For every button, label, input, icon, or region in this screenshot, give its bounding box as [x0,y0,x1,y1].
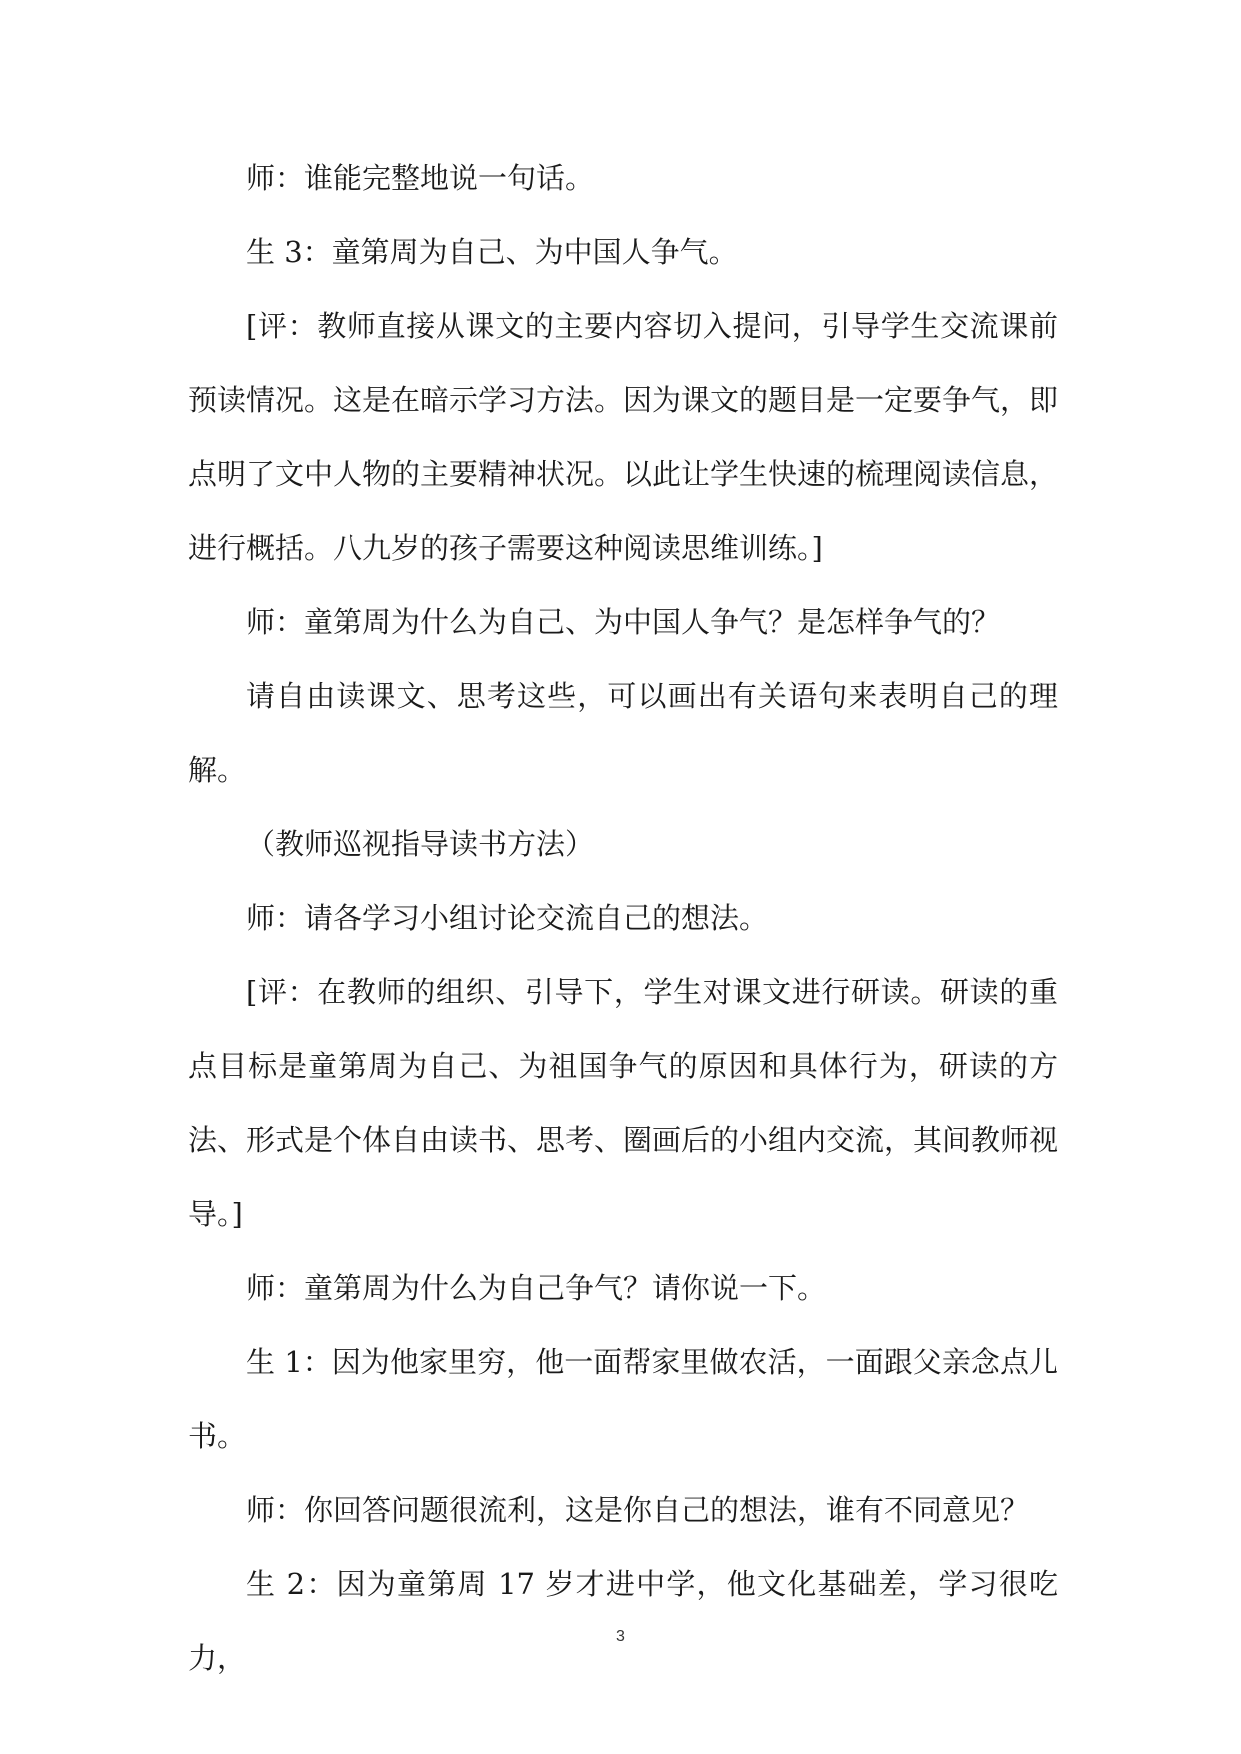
paragraph-teacher-note: （教师巡视指导读书方法） [246,827,595,861]
document-body [188,141,1058,1695]
paragraph-student-3-answer: 生 3：童第周为自己、为中国人争气。 [246,235,738,269]
paragraph-teacher-question-1: 师：谁能完整地说一句话。 [246,161,595,195]
paragraph-teacher-group-discussion: 师：请各学习小组讨论交流自己的想法。 [246,901,769,935]
paragraph-student-1-answer: 生 1：因为他家里穷，他一面帮家里做农活，一面跟父亲念点儿书。 [188,1345,1058,1453]
paragraph-teacher-question-2: 师：童第周为什么为自己、为中国人争气？是怎样争气的？ [246,605,1001,639]
paragraph-teacher-question-3: 师：童第周为什么为自己争气？请你说一下。 [246,1271,827,1305]
paragraph-student-2-answer: 生 2：因为童第周 17 岁才进中学，他文化基础差，学习很吃力， [188,1567,1058,1675]
page-number: 3 [616,1628,625,1645]
paragraph-comment-2: [评：在教师的组织、引导下，学生对课文进行研读。研读的重点目标是童第周为自己、为祖国争气的原因和具体行为，研读的方法、形式是个体自由读书、思考、圈画后的小组内交流，其间教师视导。] [188,975,1059,1231]
paragraph-teacher-response: 师：你回答问题很流利，这是你自己的想法，谁有不同意见？ [246,1493,1030,1527]
paragraph-reading-instruction: 请自由读课文、思考这些，可以画出有关语句来表明自己的理解。 [188,679,1058,787]
paragraph-comment-1: [评：教师直接从课文的主要内容切入提问，引导学生交流课前预读情况。这是在暗示学习方法。因为课文的题目是一定要争气，即点明了文中人物的主要精神状况。以此让学生快速的梳理阅读信息，进行概括。八九岁的孩子需要这种阅读思维训练。] [188,309,1059,565]
